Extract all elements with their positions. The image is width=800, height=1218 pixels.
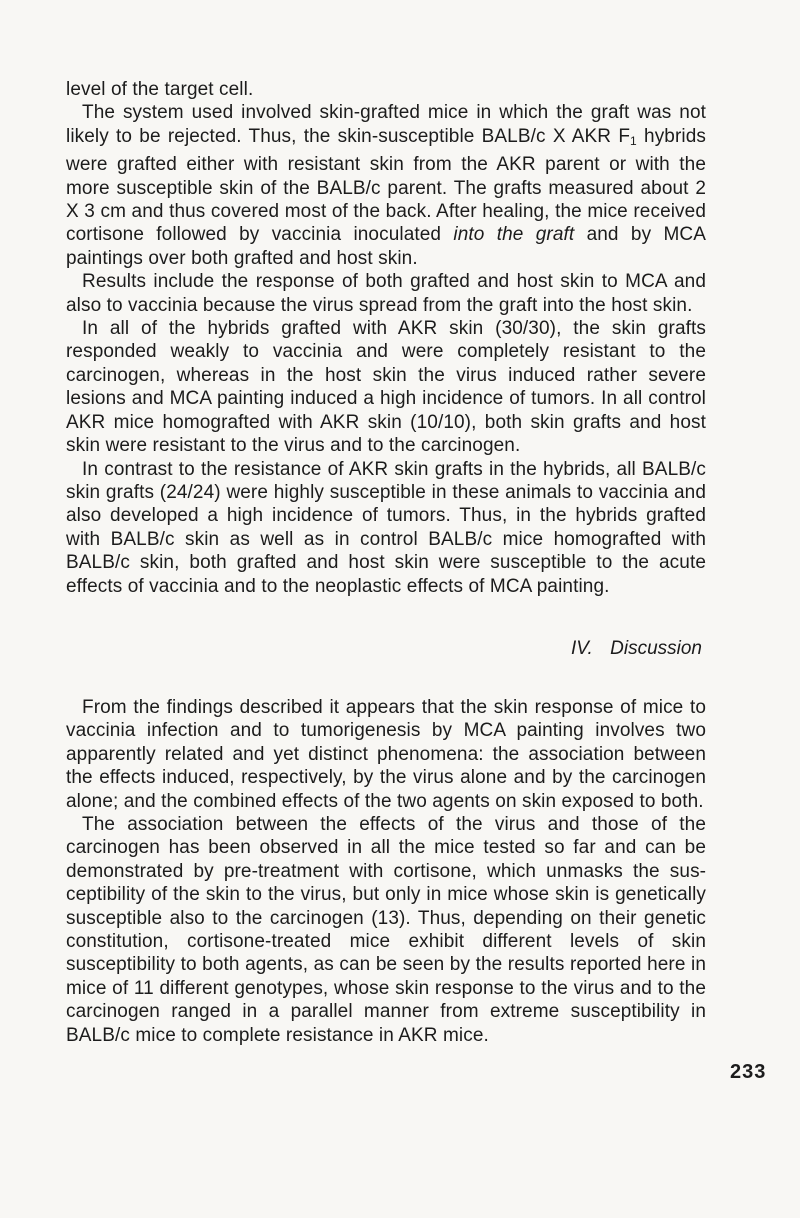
paragraph-1 [66, 101, 706, 270]
section-heading [66, 638, 706, 660]
paragraph-4: In contrast to the resistance of AKR skin grafts in the hybrids, all BALB/c skin grafts (24/24) were highly susceptible in these animals to vaccinia and also developed a high incidence of tumors. Thus, in the hybrids grafted with BALB/c skin as well as in control BALB/c mice homografted with BALB/c skin, both grafted and host skin were susceptible to the acute effects of vaccinia and to the neoplastic effects of MCA painting. [66, 458, 706, 597]
paragraph-5: From the findings described it appears that the skin response of mice to vaccinia infection and to tumorigenesis by MCA painting involves two apparently related and yet distinct phenomena: the association between the effects induced, respectively, by the virus alone and by the carcinogen alone; and the combined effects of the two agents on skin exposed to both. [66, 696, 706, 812]
paragraph-3: In all of the hybrids grafted with AKR skin (30/30), the skin grafts responded weakly to vaccinia and were completely resistant to the carcinogen, whereas in the host skin the virus induced rather severe lesions and MCA painting induced a high incidence of tumors. In all control AKR mice homografted with AKR skin (10/10), both skin grafts and host skin were resistant to the virus and to the carcinogen. [66, 318, 706, 457]
paragraph-1-subscript: 1 [630, 133, 637, 148]
paragraph-2: Results include the response of both grafted and host skin to MCA and also to vaccinia because the virus spread from the graft into the host skin. [66, 271, 706, 316]
paragraph-1-end: and by MCA paintings over both grafted and host skin. [66, 224, 706, 269]
paragraph-0: level of the target cell. [66, 79, 254, 100]
section-title: Discussion [610, 637, 702, 659]
paragraph-1-italic: into the graft [453, 224, 575, 246]
section-number: IV. [571, 637, 593, 659]
page-body [66, 78, 706, 1047]
paragraph-1-text: The system used involved skin-grafted mice in which the graft was not likely to be rejected. Thus, the skin-susceptible BALB/c X AKR F [66, 102, 706, 147]
paragraph-1-rest: hybrids were grafted either with resistant skin from the AKR parent or with the more susceptible skin of the BALB/c parent. The grafts measured about 2 X 3 cm and thus covered most of the back. After healing, the mice received cortisone followed by vaccinia inoculated [66, 125, 706, 246]
paragraph-6: The association between the effects of the virus and those of the carcinogen has been observed in all the mice tested so far and can be demonstrated by pre-treatment with cortisone, which unmasks the susceptibility of the skin to the virus, but only in mice whose skin is genetically susceptible also to the carcinogen (13). Thus, depending on their genetic constitution, cortisone-treated mice exhibit different levels of skin susceptibility to both agents, as can be seen by the results reported here in mice of 11 different genotypes, whose skin response to the virus and to the carcinogen ranged in a parallel manner from extreme susceptibility in BALB/c mice to complete resistance in AKR mice. [66, 813, 706, 1046]
page-number: 233 [730, 1061, 767, 1083]
